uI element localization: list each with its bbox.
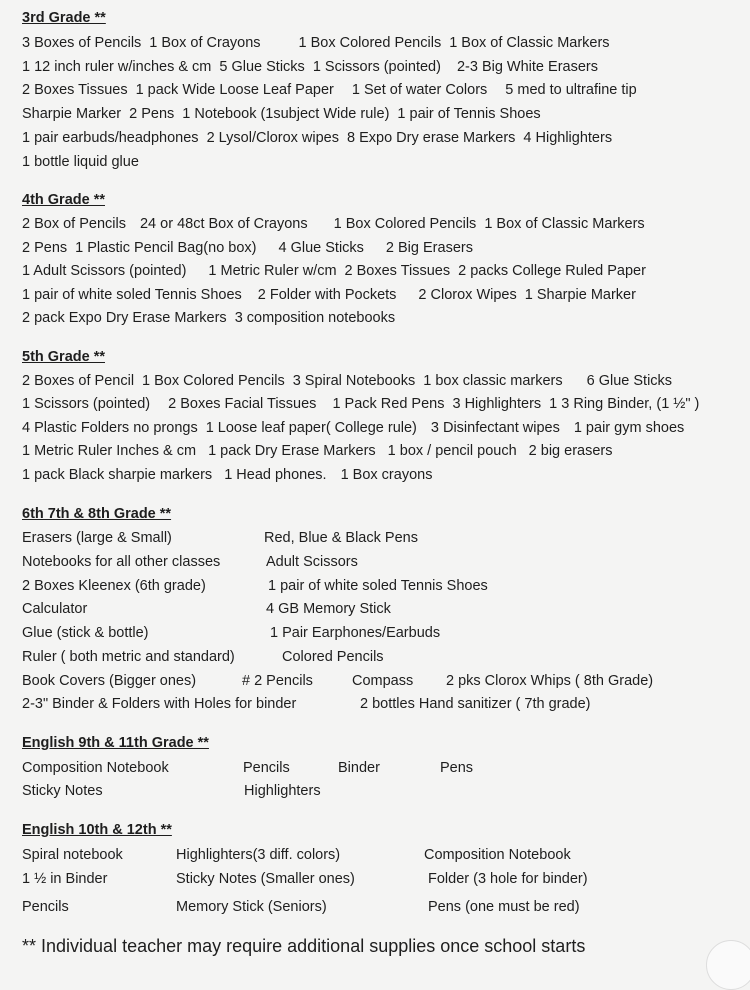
list-item: Binder — [338, 760, 380, 776]
list-item: 1 Adult Scissors (pointed) 1 Metric Ruler w/cm 2 Boxes Tissues 2 packs College Ruled Paper — [22, 263, 646, 279]
list-item: 2 Boxes Kleenex (6th grade) — [22, 578, 206, 594]
list-item: Notebooks for all other classes — [22, 554, 221, 570]
heading-4th-grade: 4th Grade ** — [22, 192, 105, 208]
list-item: Colored Pencils — [282, 649, 384, 665]
list-item: 1 pair of white soled Tennis Shoes 2 Folder with Pockets 2 Clorox Wipes 1 Sharpie Marker — [22, 287, 636, 303]
list-item: Compass — [352, 673, 414, 689]
list-item: Composition Notebook — [22, 760, 169, 776]
list-item: 4 GB Memory Stick — [266, 601, 391, 617]
list-item: Highlighters(3 diff. colors) — [176, 847, 341, 863]
list-item: Pens (one must be red) — [428, 899, 580, 915]
list-item: 2 pks Clorox Whips ( 8th Grade) — [446, 673, 654, 689]
list-item: Pencils — [243, 760, 290, 776]
heading-3rd-grade: 3rd Grade ** — [22, 10, 106, 26]
heading-6-7-8-grade: 6th 7th & 8th Grade ** — [22, 506, 172, 522]
list-item: 2-3" Binder & Folders with Holes for binder — [22, 696, 297, 712]
list-item: Calculator — [22, 601, 88, 617]
list-item: # 2 Pencils — [242, 673, 313, 689]
list-item: Pens — [440, 760, 474, 776]
list-item: Composition Notebook — [424, 847, 571, 863]
list-item: 2 bottles Hand sanitizer ( 7th grade) — [360, 696, 591, 712]
list-item: 4 Plastic Folders no prongs 1 Loose leaf paper( College rule) 3 Disinfectant wipes 1 pair gym shoes — [22, 420, 685, 436]
list-item: Glue (stick & bottle) — [22, 625, 149, 641]
list-item: 2 Boxes Tissues 1 pack Wide Loose Leaf Paper 1 Set of water Colors 5 med to ultrafine tip — [22, 82, 637, 98]
list-item: Spiral notebook — [22, 847, 123, 863]
list-item: Book Covers (Bigger ones) — [22, 673, 197, 689]
list-item: 1 Metric Ruler Inches & cm 1 pack Dry Erase Markers 1 box / pencil pouch 2 big erasers — [22, 443, 613, 459]
list-item: 1 pair of white soled Tennis Shoes — [268, 578, 488, 594]
list-item: Pencils — [22, 899, 69, 915]
list-item: Erasers (large & Small) — [22, 530, 172, 546]
page-curl — [706, 940, 750, 990]
list-item: Red, Blue & Black Pens — [264, 530, 418, 546]
heading-english-10-12: English 10th & 12th ** — [22, 822, 172, 838]
list-item: 2 Box of Pencils 24 or 48ct Box of Crayons 1 Box Colored Pencils 1 Box of Classic Markers — [22, 216, 645, 232]
list-item: Folder (3 hole for binder) — [428, 871, 588, 887]
list-item: 1 pack Black sharpie markers 1 Head phones. 1 Box crayons — [22, 467, 433, 483]
list-item: Sticky Notes (Smaller ones) — [176, 871, 355, 887]
heading-5th-grade: 5th Grade ** — [22, 349, 105, 365]
list-item: Memory Stick (Seniors) — [176, 899, 327, 915]
list-item: Sharpie Marker 2 Pens 1 Notebook (1subject Wide rule) 1 pair of Tennis Shoes — [22, 106, 541, 122]
list-item: 1 pair earbuds/headphones 2 Lysol/Clorox wipes 8 Expo Dry erase Markers 4 Highlighters — [22, 130, 613, 146]
footer-note: ** Individual teacher may require additional supplies once school starts — [22, 936, 586, 956]
list-item: Adult Scissors — [266, 554, 358, 570]
list-item: 1 Scissors (pointed) 2 Boxes Facial Tissues 1 Pack Red Pens 3 Highlighters 1 3 Ring Binder, (1 ½" ) — [22, 396, 700, 412]
list-item: Highlighters — [244, 783, 321, 799]
list-item: 1 12 inch ruler w/inches & cm 5 Glue Sticks 1 Scissors (pointed) 2-3 Big White Erasers — [22, 59, 598, 75]
list-item: Sticky Notes — [22, 783, 103, 799]
list-item: 1 Pair Earphones/Earbuds — [270, 625, 441, 641]
list-item: 3 Boxes of Pencils 1 Box of Crayons 1 Box Colored Pencils 1 Box of Classic Markers — [22, 35, 610, 51]
heading-english-9-11: English 9th & 11th Grade ** — [22, 735, 209, 751]
list-item: 1 ½ in Binder — [22, 871, 108, 887]
list-item: 2 pack Expo Dry Erase Markers 3 composition notebooks — [22, 310, 396, 326]
list-item: Ruler ( both metric and standard) — [22, 649, 235, 665]
list-item: 2 Boxes of Pencil 1 Box Colored Pencils 3 Spiral Notebooks 1 box classic markers 6 Glue Sticks — [22, 373, 673, 389]
list-item: 1 bottle liquid glue — [22, 154, 139, 170]
list-item: 2 Pens 1 Plastic Pencil Bag(no box) 4 Glue Sticks 2 Big Erasers — [22, 240, 473, 256]
